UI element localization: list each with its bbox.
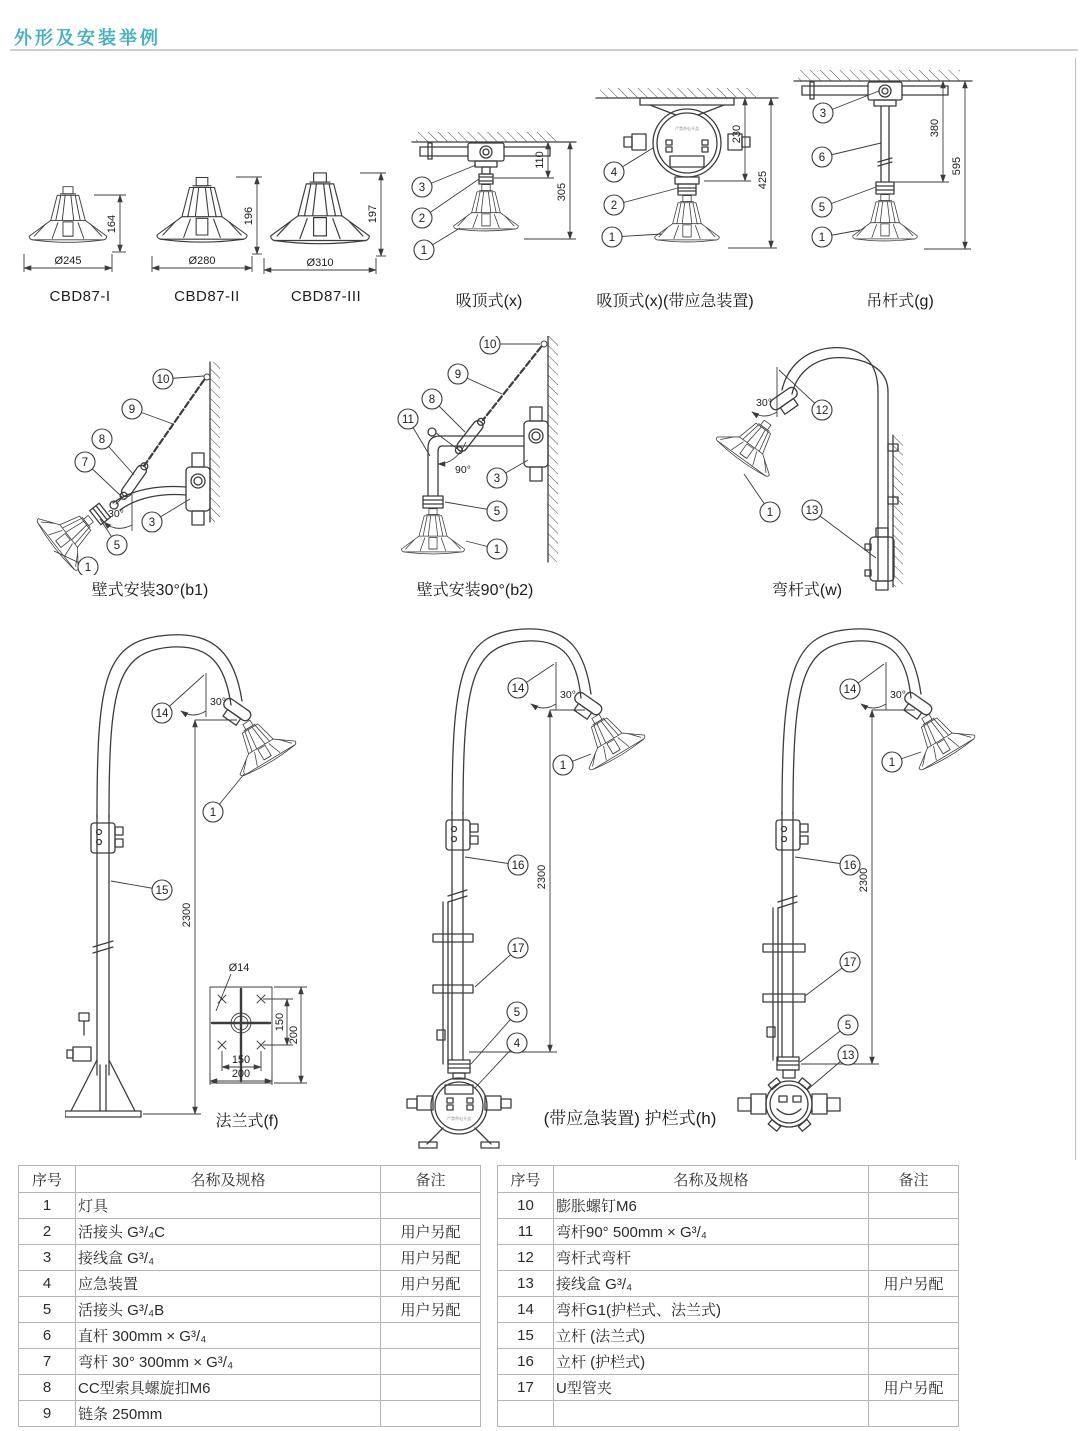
height-dimension bbox=[236, 177, 262, 254]
svg-text:3: 3 bbox=[148, 517, 156, 529]
callout-8 bbox=[422, 389, 465, 432]
table-row: 6 直杆 300mm × G³/₄ bbox=[19, 1323, 481, 1349]
table-row: 7 弯杆 30° 300mm × G³/₄ bbox=[19, 1349, 481, 1375]
table-header-row bbox=[498, 1166, 959, 1193]
caption-cbd87-2: CBD87-II bbox=[174, 288, 240, 305]
callout-1 bbox=[553, 754, 591, 775]
wall bbox=[210, 362, 220, 522]
svg-text:17: 17 bbox=[843, 957, 857, 969]
svg-text:30°: 30° bbox=[890, 689, 906, 701]
svg-text:1: 1 bbox=[420, 245, 428, 257]
table-row: 8 CC型索具螺旋扣M6 bbox=[19, 1375, 481, 1401]
caption-cbd87-3: CBD87-III bbox=[290, 288, 362, 305]
figure-wall-30 bbox=[10, 347, 242, 575]
callout-1 bbox=[882, 752, 921, 772]
svg-text:10: 10 bbox=[483, 339, 497, 351]
union-coupling bbox=[448, 1060, 470, 1073]
height-dimension bbox=[360, 173, 386, 256]
svg-text:1: 1 bbox=[608, 232, 616, 244]
union-coupling bbox=[423, 496, 443, 508]
svg-text:1: 1 bbox=[888, 757, 896, 769]
svg-text:8: 8 bbox=[98, 434, 106, 446]
callout-1 bbox=[744, 474, 780, 522]
emergency-device bbox=[407, 1073, 511, 1148]
caption-cbd87-1: CBD87-I bbox=[49, 288, 111, 305]
svg-text:230: 230 bbox=[731, 124, 743, 144]
caption-ceiling-emergency: 吸顶式(x)(带应急装置) bbox=[596, 293, 754, 310]
svg-text:3: 3 bbox=[819, 108, 827, 120]
svg-text:200: 200 bbox=[288, 1025, 300, 1045]
callout-17 bbox=[805, 952, 860, 996]
union-coupling bbox=[777, 1057, 799, 1070]
callout-17 bbox=[475, 938, 528, 987]
union-coupling bbox=[675, 177, 699, 195]
svg-text:2: 2 bbox=[418, 213, 426, 225]
tilted-lamp bbox=[898, 700, 977, 773]
table-row: 11 弯杆90° 500mm × G³/₄ bbox=[498, 1219, 959, 1245]
svg-text:13: 13 bbox=[841, 1050, 855, 1062]
tilted-lamp bbox=[34, 493, 110, 572]
table-row: 16 立杆 (护栏式) bbox=[498, 1349, 959, 1375]
junction-box bbox=[186, 453, 210, 525]
svg-text:150: 150 bbox=[231, 1054, 251, 1066]
device-warning-text: 严禁带电开盖 bbox=[675, 126, 699, 131]
table-row: 9 链条 250mm bbox=[19, 1401, 481, 1427]
callout-1 bbox=[602, 227, 662, 247]
svg-text:16: 16 bbox=[843, 860, 857, 872]
svg-text:5: 5 bbox=[493, 506, 501, 518]
figure-guardrail-emergency bbox=[395, 612, 740, 1160]
svg-text:1: 1 bbox=[84, 562, 92, 574]
header-name: 名称及规格 bbox=[76, 1166, 381, 1193]
svg-text:8: 8 bbox=[428, 394, 436, 406]
plate-dim-v200 bbox=[274, 987, 307, 1083]
svg-text:30°: 30° bbox=[756, 397, 772, 409]
device-warning-text: 严禁带电开盖 bbox=[447, 1116, 471, 1121]
table-row: 10 膨胀螺钉M6 bbox=[498, 1193, 959, 1219]
svg-text:305: 305 bbox=[556, 182, 568, 202]
angle-annotation bbox=[181, 673, 226, 717]
callout-13 bbox=[807, 1045, 858, 1090]
pole-junction bbox=[776, 820, 808, 850]
svg-text:90°: 90° bbox=[455, 464, 471, 476]
ceiling bbox=[596, 88, 778, 98]
flange-base bbox=[65, 1060, 141, 1117]
callout-4 bbox=[604, 148, 653, 182]
svg-text:5: 5 bbox=[113, 540, 121, 552]
callout-5 bbox=[100, 519, 127, 555]
callout-1 bbox=[203, 773, 245, 822]
callout-14 bbox=[508, 664, 554, 698]
svg-text:380: 380 bbox=[929, 118, 941, 138]
caption-pendant-rod: 吊杆式(g) bbox=[866, 293, 934, 310]
diameter-dimension bbox=[24, 254, 112, 272]
svg-text:Ø14: Ø14 bbox=[228, 962, 250, 974]
union-coupling bbox=[479, 174, 493, 184]
tilted-lamp bbox=[714, 404, 793, 479]
svg-text:13: 13 bbox=[805, 505, 819, 517]
callout-8 bbox=[92, 429, 134, 475]
height-dimension bbox=[94, 195, 126, 252]
figure-wall-90 bbox=[370, 336, 575, 586]
page-border-line bbox=[1075, 58, 1076, 1160]
callout-1 bbox=[414, 228, 460, 260]
table-row: 13 接线盒 G³/₄ 用户另配 bbox=[498, 1271, 959, 1297]
angle-annotation bbox=[861, 662, 906, 710]
svg-text:30°: 30° bbox=[210, 696, 226, 708]
flange-plate-detail bbox=[210, 962, 307, 1085]
union-coupling bbox=[876, 182, 894, 194]
header-no: 序号 bbox=[498, 1166, 554, 1193]
figure-ceiling-emergency bbox=[588, 88, 786, 252]
svg-text:30°: 30° bbox=[560, 689, 576, 701]
tilted-lamp bbox=[219, 706, 298, 779]
callout-14 bbox=[840, 664, 884, 699]
callout-3 bbox=[813, 91, 879, 123]
header-note: 备注 bbox=[381, 1166, 481, 1193]
header-note: 备注 bbox=[869, 1166, 959, 1193]
svg-text:5: 5 bbox=[844, 1020, 852, 1032]
figure-cbd87-1 bbox=[16, 168, 144, 280]
svg-text:425: 425 bbox=[757, 170, 769, 190]
hole-diameter-label bbox=[216, 962, 249, 1011]
svg-text:110: 110 bbox=[534, 151, 546, 169]
svg-text:2: 2 bbox=[610, 200, 618, 212]
svg-text:2300: 2300 bbox=[536, 864, 548, 890]
dimension-595 bbox=[924, 81, 971, 249]
svg-text:2300: 2300 bbox=[858, 867, 870, 893]
table-row: 15 立杆 (法兰式) bbox=[498, 1323, 959, 1349]
callout-10 bbox=[480, 336, 540, 354]
callout-9 bbox=[122, 399, 173, 424]
caption-flange-pole: 法兰式(f) bbox=[215, 1113, 279, 1130]
table-row: 17 U型管夹 用户另配 bbox=[498, 1375, 959, 1401]
svg-text:6: 6 bbox=[818, 152, 826, 164]
callout-11 bbox=[398, 409, 430, 456]
parts-table-right bbox=[497, 1165, 959, 1427]
svg-text:15: 15 bbox=[155, 885, 169, 897]
figure-flange-pole bbox=[65, 615, 395, 1163]
svg-text:9: 9 bbox=[128, 404, 136, 416]
svg-text:14: 14 bbox=[843, 684, 857, 696]
callout-14 bbox=[152, 675, 204, 723]
ceiling bbox=[794, 70, 972, 81]
callout-6 bbox=[812, 143, 881, 167]
conduit-tee bbox=[802, 82, 948, 106]
diameter-dimension bbox=[152, 255, 252, 272]
svg-text:2300: 2300 bbox=[181, 902, 193, 928]
conduit-tee bbox=[420, 143, 550, 174]
callout-16 bbox=[795, 855, 860, 875]
parts-table-left bbox=[18, 1165, 481, 1427]
svg-text:9: 9 bbox=[454, 369, 462, 381]
wall bbox=[548, 336, 558, 562]
caption-wall-30: 壁式安装30°(b1) bbox=[91, 582, 209, 599]
svg-text:3: 3 bbox=[493, 473, 501, 485]
svg-text:7: 7 bbox=[81, 457, 89, 469]
svg-text:1: 1 bbox=[209, 807, 217, 819]
svg-text:16: 16 bbox=[511, 860, 525, 872]
table-row: 5 活接头 G³/₄B 用户另配 bbox=[19, 1297, 481, 1323]
svg-text:11: 11 bbox=[402, 414, 414, 426]
callout-3 bbox=[142, 499, 190, 532]
caption-wall-90: 壁式安装90°(b2) bbox=[416, 582, 534, 599]
callout-3 bbox=[487, 460, 528, 488]
caption-guardrail-emergency: (带应急装置) 护栏式(h) bbox=[543, 1109, 717, 1128]
diameter-dimension bbox=[264, 257, 376, 274]
header-no: 序号 bbox=[19, 1166, 76, 1193]
callout-2 bbox=[604, 188, 678, 215]
turnbuckle bbox=[118, 461, 151, 502]
u-clamps bbox=[433, 934, 473, 1040]
table-row: 2 活接头 G³/₄C 用户另配 bbox=[19, 1219, 481, 1245]
caption-bent-pole: 弯杆式(w) bbox=[771, 582, 843, 599]
callout-10 bbox=[153, 369, 204, 389]
caption-ceiling-mount: 吸顶式(x) bbox=[455, 293, 523, 310]
figure-cbd87-3 bbox=[260, 160, 392, 280]
pole-junction bbox=[91, 823, 123, 853]
svg-text:17: 17 bbox=[511, 943, 525, 955]
angle-annotation bbox=[531, 662, 576, 710]
dimension-2300 bbox=[143, 720, 237, 1114]
table-row: 4 应急装置 用户另配 bbox=[19, 1271, 481, 1297]
chain bbox=[144, 374, 210, 466]
svg-text:Ø280: Ø280 bbox=[188, 255, 216, 267]
callout-5 bbox=[445, 501, 507, 521]
callout-5 bbox=[812, 187, 876, 217]
svg-text:12: 12 bbox=[815, 405, 829, 417]
figure-ceiling-mount bbox=[398, 132, 580, 260]
svg-text:595: 595 bbox=[951, 156, 963, 176]
svg-text:1: 1 bbox=[559, 760, 567, 772]
pole-fittings bbox=[67, 1013, 91, 1061]
figure-cbd87-2 bbox=[146, 162, 268, 280]
svg-text:14: 14 bbox=[155, 708, 169, 720]
table-row: 12 弯杆式弯杆 bbox=[498, 1245, 959, 1271]
header-name: 名称及规格 bbox=[554, 1166, 869, 1193]
ceiling bbox=[412, 132, 576, 142]
svg-text:200: 200 bbox=[231, 1068, 251, 1080]
straight-rod bbox=[878, 106, 892, 182]
callout-15 bbox=[111, 880, 172, 900]
junction-box-round bbox=[738, 1070, 840, 1131]
junction-box bbox=[524, 407, 548, 481]
svg-text:164: 164 bbox=[106, 214, 118, 234]
svg-text:14: 14 bbox=[511, 683, 525, 695]
callout-9 bbox=[448, 364, 502, 394]
svg-text:150: 150 bbox=[274, 1012, 286, 1032]
figure-guardrail bbox=[725, 612, 1070, 1160]
svg-text:196: 196 bbox=[243, 206, 255, 226]
gooseneck-pipe bbox=[782, 348, 898, 580]
svg-text:1: 1 bbox=[493, 544, 501, 556]
svg-text:3: 3 bbox=[418, 182, 426, 194]
table-header-row bbox=[19, 1166, 481, 1193]
figure-bent-pole bbox=[700, 332, 908, 594]
svg-text:Ø245: Ø245 bbox=[54, 255, 82, 267]
table-row: 14 弯杆G1(护栏式、法兰式) bbox=[498, 1297, 959, 1323]
svg-text:1: 1 bbox=[818, 232, 826, 244]
svg-text:Ø310: Ø310 bbox=[306, 257, 334, 269]
svg-text:30°: 30° bbox=[108, 508, 124, 520]
plate-dim-h200 bbox=[210, 1068, 272, 1085]
callout-7 bbox=[75, 452, 122, 497]
pole-junction bbox=[446, 820, 478, 850]
u-clamps bbox=[763, 944, 805, 1037]
callout-1 bbox=[466, 539, 507, 559]
table-row: 1 灯具 bbox=[19, 1193, 481, 1219]
svg-text:4: 4 bbox=[610, 167, 618, 179]
tilted-lamp bbox=[568, 700, 647, 773]
callout-16 bbox=[465, 855, 528, 875]
callout-13 bbox=[802, 500, 876, 558]
table-row bbox=[498, 1401, 959, 1427]
figure-pendant-rod bbox=[790, 70, 986, 254]
callout-3 bbox=[412, 165, 476, 197]
page-title: 外形及安装举例 bbox=[14, 28, 161, 48]
svg-text:5: 5 bbox=[818, 202, 826, 214]
svg-text:5: 5 bbox=[513, 1007, 521, 1019]
dimension-425 bbox=[728, 98, 777, 248]
table-row: 3 接线盒 G³/₄ 用户另配 bbox=[19, 1245, 481, 1271]
callout-4 bbox=[475, 1033, 527, 1088]
svg-text:4: 4 bbox=[513, 1038, 521, 1050]
angle-annotation bbox=[104, 493, 132, 531]
svg-text:1: 1 bbox=[766, 507, 774, 519]
svg-text:10: 10 bbox=[156, 374, 170, 386]
svg-text:197: 197 bbox=[367, 204, 379, 224]
title-underline bbox=[10, 49, 1078, 51]
